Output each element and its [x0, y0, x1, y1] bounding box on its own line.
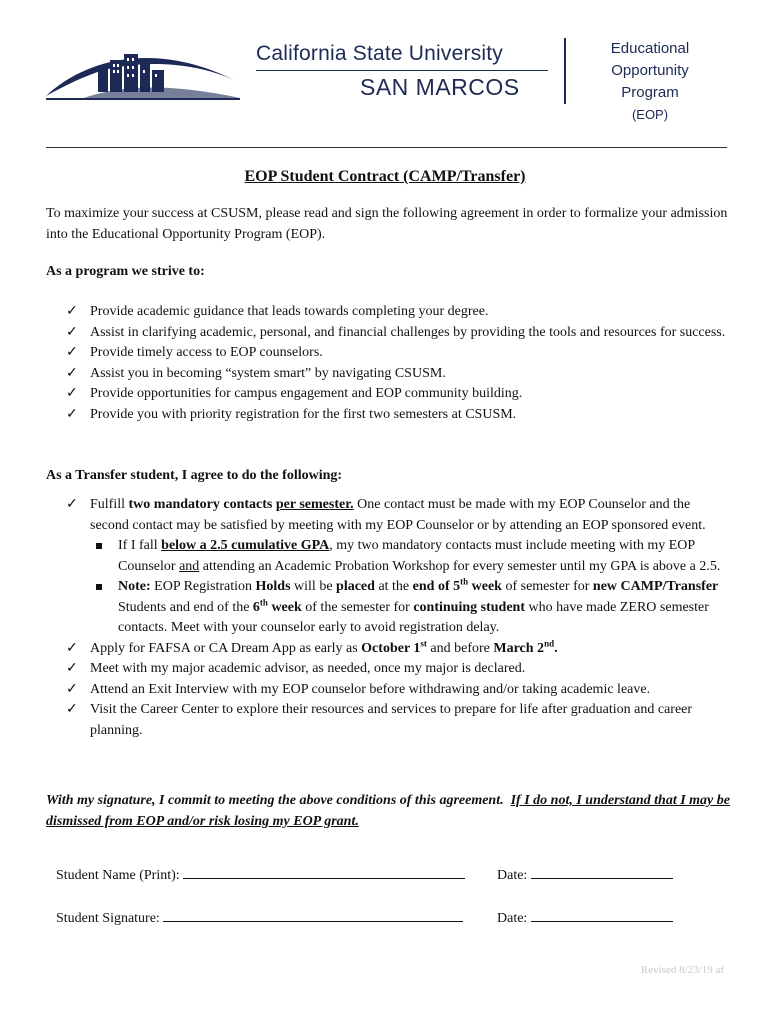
text-run: attending an Academic Probation Workshop for every semester until my GPA is above a 2.5. [199, 558, 721, 574]
list-item [66, 343, 731, 364]
contacts-sublist [90, 536, 731, 639]
date-row-2 [497, 907, 673, 927]
transfer-list [66, 495, 731, 741]
text-run-bold: Note: [118, 579, 151, 594]
list-item [66, 405, 731, 426]
revision-note: Revised 8/23/19 af [640, 964, 724, 976]
check-icon: ✓ [66, 406, 78, 422]
text-run: Students and end of the [118, 599, 253, 615]
check-icon: ✓ [66, 365, 78, 381]
student-name-label: Student Name (Print): [56, 868, 184, 883]
text-run-bold: placed [336, 579, 375, 594]
text-run-bold: end of 5 [412, 579, 461, 594]
program-list [66, 302, 731, 425]
list-item-text: Meet with my major academic advisor, as needed, once my major is declared. [90, 661, 526, 676]
text-run-bold-underline: per semester. [275, 497, 354, 512]
header-rule [46, 147, 727, 148]
check-icon: ✓ [66, 661, 78, 676]
list-item-text: Provide academic guidance that leads towards completing your degree. [90, 304, 489, 319]
intro-paragraph: To maximize your success at CSUSM, please read and sign the following agreement in order to formalize your admission into the Educational Opportunity Program (EOP). [46, 206, 728, 242]
campus-name: SAN MARCOS [360, 74, 520, 100]
text-run-bold: Holds [255, 579, 291, 594]
sublist-item-note [90, 577, 731, 639]
eop-line: Opportunity [611, 62, 689, 79]
text-run-bold: week [267, 599, 302, 615]
student-signature-row [56, 907, 463, 927]
list-item [66, 700, 731, 741]
list-item-text: Assist in clarifying academic, personal, and financial challenges by providing the tools and resources for success. [90, 324, 726, 340]
text-run-bold: . [554, 640, 558, 656]
commitment-text: With my signature, I commit to meeting the above conditions of this agreement. [46, 793, 504, 808]
check-icon: ✓ [66, 324, 78, 340]
text-run-bold-underline: below a 2.5 cumulative GPA [161, 538, 330, 553]
list-item-fafsa [66, 639, 731, 660]
date-field[interactable] [531, 907, 673, 922]
header-divider [564, 38, 566, 104]
text-run-bold: new CAMP/Transfer [592, 579, 719, 594]
list-item [66, 680, 731, 701]
list-item [66, 323, 731, 344]
university-name: California State University [256, 42, 503, 65]
superscript: nd [544, 637, 555, 648]
check-icon: ✓ [66, 640, 78, 656]
check-icon: ✓ [66, 386, 78, 401]
list-item-text: Visit the Career Center to explore their resources and services to prepare for life after graduation and career planning. [90, 702, 693, 738]
text-run: of the semester for [301, 599, 414, 615]
text-run: Fulfill [90, 497, 129, 512]
text-run: EOP Registration [150, 579, 256, 594]
text-run: One contact must be made with my EOP Counselor and the second contact may be satisfied by meeting with my EOP Counselor or by attending an EOP sponsored event. [90, 497, 706, 533]
check-icon: ✓ [66, 497, 78, 512]
text-run: , my two mandatory contacts must include meeting with my EOP Counselor [118, 538, 695, 574]
list-item-text: Provide opportunities for campus engagement and EOP community building. [90, 386, 523, 401]
text-run: at the [374, 579, 413, 594]
text-run [504, 793, 511, 808]
eop-line: Program [621, 84, 679, 101]
text-run-bold: March 2 [493, 640, 545, 656]
commitment-statement [46, 790, 736, 832]
check-icon: ✓ [66, 702, 78, 717]
list-item-text: Assist you in becoming “system smart” by navigating CSUSM. [90, 365, 446, 381]
document-title: EOP Student Contract (CAMP/Transfer) [244, 168, 526, 185]
text-run-bold: two mandatory contacts [128, 497, 273, 512]
text-run: Apply for FAFSA or CA Dream App as early as [90, 640, 362, 656]
list-item [66, 659, 731, 680]
date-label: Date: [497, 868, 531, 883]
student-signature-label: Student Signature: [56, 911, 164, 926]
eop-abbreviation: (EOP) [631, 107, 669, 122]
program-heading: As a program we strive to: [46, 264, 205, 279]
superscript: st [420, 637, 427, 648]
text-run: who have made ZERO semester contacts. Meet with your counselor early to avoid registration delay. [118, 599, 709, 635]
university-name-rule [256, 70, 548, 71]
dismissal-warning: If I do not, I understand that I may be dismissed from EOP and/or risk losing my EOP grant. [46, 793, 730, 829]
text-run: and before [426, 640, 494, 656]
text-run-bold: week [468, 579, 502, 594]
csusm-logo [44, 40, 244, 106]
list-item-text: Provide timely access to EOP counselors. [90, 345, 323, 360]
text-run: If I fall [118, 538, 162, 553]
text-run-underline: and [179, 558, 200, 574]
date-label: Date: [497, 911, 531, 926]
text-run-bold: continuing student [413, 599, 525, 615]
check-icon: ✓ [66, 681, 78, 697]
list-item-contacts [66, 495, 731, 639]
student-signature-field[interactable] [163, 907, 463, 922]
date-field[interactable] [531, 864, 673, 879]
sublist-item-gpa [90, 536, 731, 577]
eop-wordmark [590, 38, 710, 126]
transfer-heading: As a Transfer student, I agree to do the following: [46, 468, 343, 483]
square-bullet-icon [96, 543, 102, 549]
check-icon: ✓ [66, 345, 78, 360]
contacts-text [90, 497, 706, 533]
text-run-bold: 6 [252, 599, 260, 615]
list-item [66, 364, 731, 385]
text-run-bold: October 1 [361, 640, 421, 656]
text-run: of semester for [501, 579, 593, 594]
student-name-row [56, 864, 465, 884]
list-item-text: Provide you with priority registration for the first two semesters at CSUSM. [90, 406, 517, 422]
list-item-text: Attend an Exit Interview with my EOP counselor before withdrawing and/or taking academic leave. [90, 681, 651, 697]
square-bullet-icon [96, 584, 102, 590]
superscript: th [460, 576, 469, 587]
check-icon: ✓ [66, 304, 78, 319]
list-item [66, 302, 731, 323]
superscript: th [259, 596, 268, 607]
student-name-field[interactable] [183, 864, 465, 879]
date-row-1 [497, 864, 673, 884]
eop-line: Educational [610, 40, 690, 57]
text-run: will be [290, 579, 337, 594]
list-item [66, 384, 731, 405]
